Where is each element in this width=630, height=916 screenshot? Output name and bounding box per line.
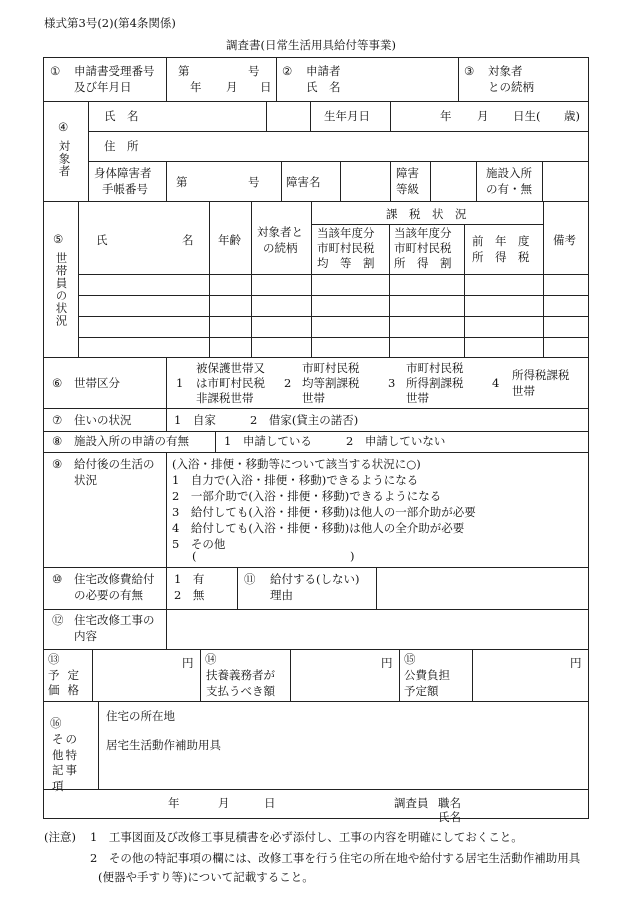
category-opt4-2: 世帯 (512, 384, 535, 398)
life-opt3: 3 給付しても(入浴・排便・移動)は他人の一部介助が必要 (172, 505, 476, 519)
category-opt3-3: 世帯 (406, 391, 429, 405)
other-label: その他特記事項 (52, 732, 79, 793)
applicant-circle: ② (282, 64, 293, 78)
public-circle: ⑮ (404, 652, 416, 666)
category-opt2: 市町村民税 (302, 361, 360, 375)
category-opt4: 所得税課税 (512, 368, 570, 382)
support-label-2: 支払うべき額 (206, 684, 275, 698)
life-label: 給付後の生活の (74, 457, 155, 471)
grade-label: 障害 (396, 166, 419, 180)
category-opt4-num: 4 (492, 376, 500, 390)
col-relation: 対象者と (257, 225, 303, 239)
facility-label: 施設入所 (486, 166, 532, 180)
category-opt2-2: 均等割課税 (302, 376, 360, 390)
support-yen: 円 (381, 656, 393, 670)
category-opt2-3: 世帯 (302, 391, 325, 405)
life-label-2: 状況 (74, 473, 97, 487)
investigator-name: 氏名 (438, 810, 461, 824)
note-2-cont: (便器や手すり等)について記載すること。 (98, 870, 314, 884)
housing-opt2: 2 借家(貸主の諾否) (250, 413, 359, 427)
life-opt1: 1 自力で(入浴・排便・移動)できるようになる (172, 473, 419, 487)
category-opt3-2: 所得割課税 (406, 376, 464, 390)
col-tax1-2: 市町村民税 (317, 241, 375, 255)
planned-circle: ⑬ (48, 652, 60, 666)
form-number: 様式第3号(2)(第4条関係) (44, 16, 176, 30)
renovation-content-label: 住宅改修工事の (74, 613, 155, 627)
col-tax1: 当該年度分 (317, 226, 375, 240)
subject-circle: ④ (58, 120, 69, 134)
facility-label-2: の有・無 (486, 182, 532, 196)
housing-label: 住いの状況 (74, 413, 132, 427)
life-lead: (入浴・排便・移動等について該当する状況に○) (172, 457, 421, 471)
grade-label-2: 等級 (396, 182, 419, 196)
housing-circle: ⑦ (52, 413, 63, 427)
applicant-name-label: 氏 名 (306, 80, 341, 94)
receipt-number-circle: ① (50, 64, 61, 78)
handbook-label-2: 手帳番号 (102, 182, 148, 196)
disability-name-label: 障害名 (286, 175, 321, 189)
col-income: 前 年 度 (472, 234, 530, 248)
planned-yen: 円 (182, 656, 194, 670)
life-paren-open: ( (192, 549, 197, 563)
relation-label-2: との続柄 (488, 80, 534, 94)
note-1: 1 工事図面及び改修工事見積書を必ず添付し、工事の内容を明確にしておくこと。 (90, 830, 523, 844)
other-circle: ⑯ (50, 716, 62, 730)
planned-price-label: 予定価格 (48, 668, 87, 697)
category-opt1-2: は市町村民税 (196, 376, 265, 390)
receipt-year: 年 (190, 80, 202, 94)
category-label: 世帯区分 (74, 376, 120, 390)
renovation-content-circle: ⑫ (52, 613, 64, 627)
sign-month: 月 (218, 796, 230, 810)
life-paren-close: ) (350, 549, 355, 563)
category-opt2-num: 2 (284, 376, 292, 390)
facility-app-label: 施設入所の申請の有無 (74, 434, 189, 448)
col-tax2: 当該年度分 (394, 226, 452, 240)
notes-label: (注意) (44, 830, 76, 844)
category-opt1: 被保護世帯又 (196, 361, 265, 375)
renovation-opt-yes: 1 有 (174, 572, 205, 586)
dob-year: 年 (440, 109, 452, 123)
investigator-label: 調査員 (394, 796, 429, 810)
handbook-no-suffix: 号 (248, 175, 260, 189)
category-circle: ⑥ (52, 376, 63, 390)
dob-month: 月 (477, 109, 489, 123)
support-circle: ⑭ (205, 652, 217, 666)
handbook-label: 身体障害者 (94, 166, 152, 180)
public-yen: 円 (570, 656, 582, 670)
give-circle: ⑪ (244, 572, 256, 586)
receipt-month: 月 (226, 80, 238, 94)
col-tax1-3: 均 等 割 (317, 256, 375, 270)
renovation-need-label-2: の必要の有無 (74, 588, 143, 602)
col-age: 年齢 (218, 233, 241, 247)
col-income-2: 所 得 税 (472, 250, 530, 264)
sign-day: 日 (264, 796, 276, 810)
receipt-day: 日 (260, 80, 272, 94)
col-tax2-2: 市町村民税 (394, 241, 452, 255)
household-circle: ⑤ (53, 232, 64, 246)
renovation-opt-no: 2 無 (174, 588, 205, 602)
relation-label: 対象者 (488, 64, 523, 78)
dob-label: 生年月日 (324, 109, 370, 123)
house-location-label: 住宅の所在地 (106, 709, 175, 723)
form-title: 調査書(日常生活用具給付等事業) (226, 38, 396, 52)
household-label: 世帯員の状況 (54, 252, 69, 327)
receipt-label-2: 及び年月日 (74, 80, 132, 94)
receipt-label: 申請書受理番号 (74, 64, 155, 78)
life-opt5: 5 その他 (172, 537, 226, 551)
life-opt2: 2 一部介助で(入浴・排便・移動)できるようになる (172, 489, 442, 503)
col-remarks: 備考 (553, 233, 576, 247)
support-label: 扶養義務者が (206, 668, 275, 682)
address-label: 住 所 (104, 139, 139, 153)
handbook-no-prefix: 第 (176, 175, 188, 189)
renovation-need-label: 住宅改修費給付 (74, 572, 155, 586)
renovation-content-label-2: 内容 (74, 629, 97, 643)
category-opt1-num: 1 (176, 376, 184, 390)
col-name-2: 名 (182, 233, 194, 247)
public-label-2: 予定額 (404, 684, 439, 698)
applicant-label: 申請者 (306, 64, 341, 78)
note-2: 2 その他の特記事項の欄には、改修工事を行う住宅の所在地や給付する居宅生活動作補助用具 (90, 851, 581, 865)
facility-app-opt1: 1 申請している (224, 434, 312, 448)
col-tax2-3: 所 得 割 (394, 256, 452, 270)
life-circle: ⑨ (52, 457, 63, 471)
dob-day: 日生( (513, 109, 541, 123)
reason-label: 理由 (270, 588, 293, 602)
col-relation-2: の続柄 (263, 241, 298, 255)
receipt-no-prefix: 第 (178, 64, 190, 78)
category-opt3-num: 3 (388, 376, 396, 390)
give-label: 給付する(しない) (270, 572, 360, 586)
investigator-title: 職名 (438, 796, 461, 810)
aid-equipment-label: 居宅生活動作補助用具 (106, 738, 221, 752)
life-opt4: 4 給付しても(入浴・排便・移動)は他人の全介助が必要 (172, 521, 465, 535)
subject-name-label: 氏 名 (104, 109, 139, 123)
sign-year: 年 (168, 796, 180, 810)
col-name-1: 氏 (96, 233, 108, 247)
relation-circle: ③ (464, 64, 475, 78)
renovation-need-circle: ⑩ (52, 572, 63, 586)
category-opt1-3: 非課税世帯 (196, 391, 254, 405)
housing-opt1: 1 自家 (174, 413, 216, 427)
receipt-no-suffix: 号 (248, 64, 260, 78)
dob-age: 歳) (564, 109, 580, 123)
facility-app-circle: ⑧ (52, 434, 63, 448)
category-opt3: 市町村民税 (406, 361, 464, 375)
facility-app-opt2: 2 申請していない (346, 434, 446, 448)
subject-label: 対象者 (57, 140, 72, 178)
tax-status-header: 課 税 状 況 (386, 207, 467, 221)
public-label: 公費負担 (404, 668, 450, 682)
